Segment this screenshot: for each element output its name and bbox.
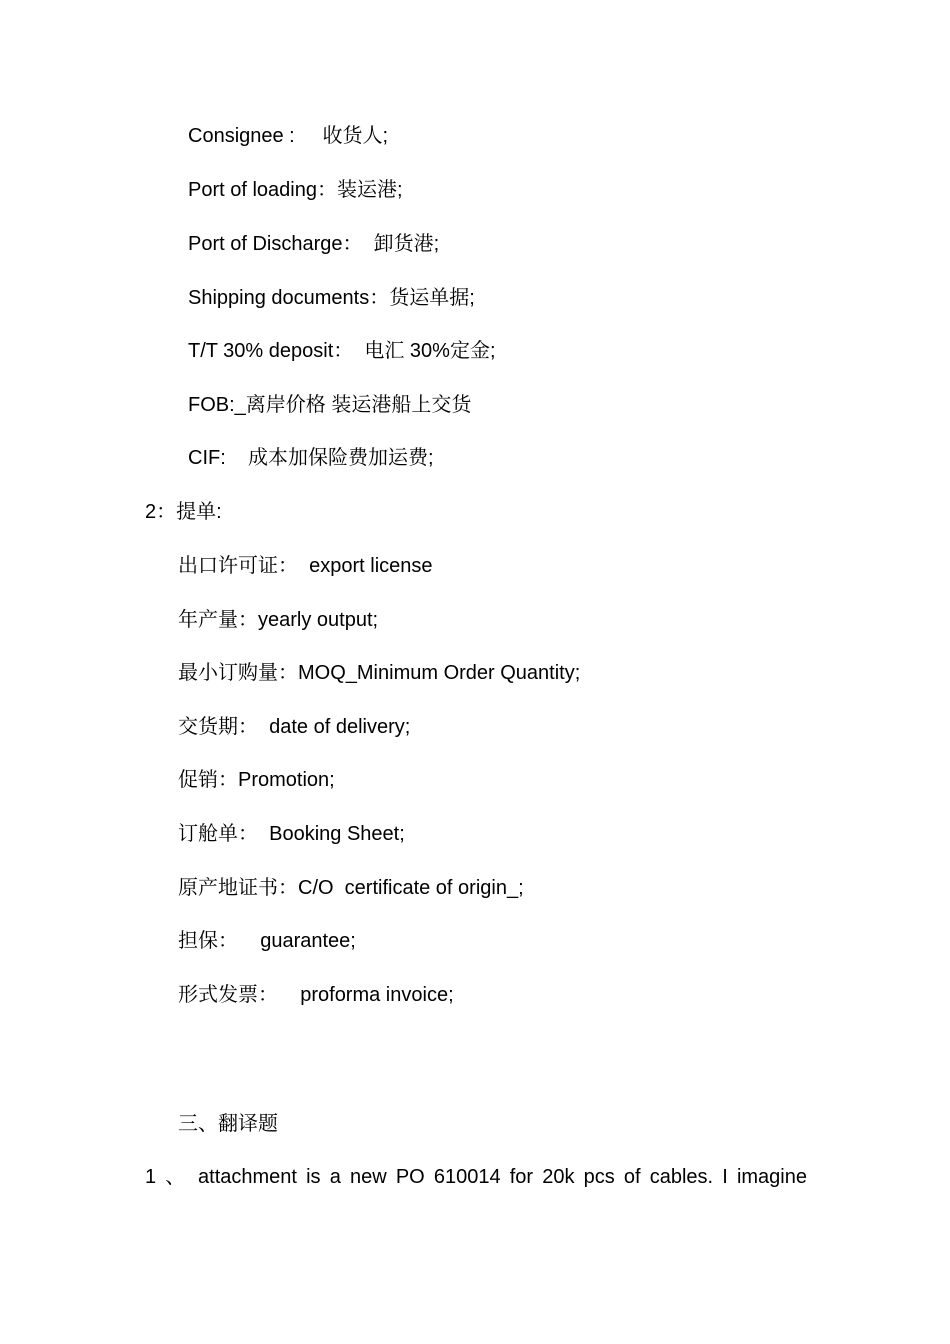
term-certificate-of-origin: 原产地证书：C/O certificate of origin_;: [178, 877, 524, 899]
term-shipping-documents: Shipping documents：货运单据;: [188, 287, 475, 309]
term-moq: 最小订购量：MOQ_Minimum Order Quantity;: [178, 662, 581, 684]
term-fob: FOB:_离岸价格 装运港船上交货: [188, 394, 472, 416]
term-booking-sheet: 订舱单： Booking Sheet;: [178, 823, 405, 845]
term-promotion: 促销：Promotion;: [178, 769, 335, 791]
term-port-of-discharge: Port of Discharge： 卸货港;: [188, 233, 440, 255]
term-yearly-output: 年产量：yearly output;: [178, 609, 379, 631]
translation-paragraph: 1 、 attachment is a new PO 610014 for 20k pcs of cables. I imagine: [145, 1166, 807, 1188]
term-consignee: Consignee : 收货人;: [188, 125, 389, 147]
term-guarantee: 担保： guarantee;: [178, 930, 356, 952]
section-title-translation: 三、翻译题: [178, 1113, 278, 1135]
term-export-license: 出口许可证： export license: [178, 555, 433, 577]
term-date-of-delivery: 交货期： date of delivery;: [178, 716, 411, 738]
term-proforma-invoice: 形式发票： proforma invoice;: [178, 984, 454, 1006]
term-cif: CIF: 成本加保险费加运费;: [188, 447, 434, 469]
section-heading-bill-of-lading: 2：提单:: [145, 501, 222, 523]
term-port-of-loading: Port of loading：装运港;: [188, 179, 403, 201]
term-tt-deposit: T/T 30% deposit： 电汇 30%定金;: [188, 340, 496, 362]
